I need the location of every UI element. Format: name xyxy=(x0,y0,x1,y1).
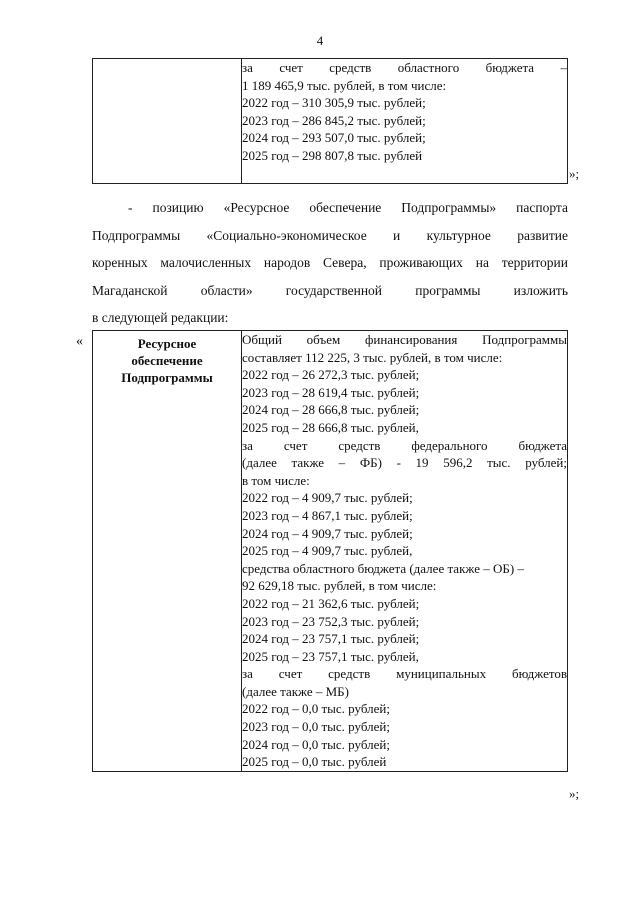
paragraph-line: Магаданской области» государственной программы изложить xyxy=(92,282,568,298)
text-line: 2022 год – 26 272,3 тыс. рублей; xyxy=(242,367,420,383)
text-line: за счет средств муниципальных бюджетов xyxy=(242,666,567,682)
page-number: 4 xyxy=(316,33,324,48)
table2-closing-quote: »; xyxy=(569,786,580,801)
text-line: 2024 год – 23 757,1 тыс. рублей; xyxy=(242,631,420,647)
instruction-paragraph xyxy=(92,194,568,332)
text-line: 92 629,18 тыс. рублей, в том числе: xyxy=(242,578,437,594)
text-line: (далее также – ФБ) - 19 596,2 тыс. рублей; xyxy=(242,455,567,471)
text-line: (далее также – МБ) xyxy=(242,683,349,699)
paragraph-line: - позицию «Ресурсное обеспечение Подпрограммы» паспорта xyxy=(128,200,568,215)
table1-right-cell xyxy=(242,59,568,184)
text-line: за счет средств областного бюджета – xyxy=(242,60,567,75)
text-line: 2025 год – 298 807,8 тыс. рублей xyxy=(242,147,423,163)
text-line: 2023 год – 286 845,2 тыс. рублей; xyxy=(242,112,426,128)
paragraph-line: коренных малочисленных народов Севера, проживающих на территории xyxy=(92,255,568,270)
text-line: за счет средств федерального бюджета xyxy=(242,437,567,453)
text-line: 2023 год – 4 867,1 тыс. рублей; xyxy=(242,507,413,523)
text-line: 2025 год – 4 909,7 тыс. рублей, xyxy=(242,543,413,559)
text-line: составляет 112 225, 3 тыс. рублей, в том числе: xyxy=(242,349,503,365)
table1-closing-quote: »; xyxy=(569,166,580,181)
table1-lines xyxy=(242,59,567,165)
text-line: 2023 год – 0,0 тыс. рублей; xyxy=(242,719,390,735)
paragraph-line: в следующей редакции: xyxy=(92,310,229,325)
paragraph-line: Подпрограммы «Социально-экономическое и культурное развитие xyxy=(92,227,568,243)
text-line: 2022 год – 4 909,7 тыс. рублей; xyxy=(242,490,413,506)
text-line: 2024 год – 28 666,8 тыс. рублей; xyxy=(242,402,420,418)
text-line: средства областного бюджета (далее также – ОБ) – xyxy=(242,560,524,576)
text-line: Общий объем финансирования Подпрограммы xyxy=(242,332,567,347)
resource-provision-table xyxy=(92,330,568,772)
text-line: 2024 год – 0,0 тыс. рублей; xyxy=(242,736,390,752)
table2-right-cell xyxy=(242,331,568,772)
text-line: 1 189 465,9 тыс. рублей, в том числе: xyxy=(242,77,447,93)
title-line: обеспечение xyxy=(131,353,203,368)
title-line: Ресурсное xyxy=(137,336,197,351)
table2-lines xyxy=(242,331,567,771)
text-line: 2025 год – 23 757,1 тыс. рублей, xyxy=(242,648,419,664)
text-line: 2022 год – 21 362,6 тыс. рублей; xyxy=(242,595,420,611)
text-line: 2025 год – 28 666,8 тыс. рублей, xyxy=(242,419,419,435)
text-line: 2025 год – 0,0 тыс. рублей xyxy=(242,754,387,770)
table2-opening-quote: « xyxy=(76,334,83,349)
text-line: 2024 год – 4 909,7 тыс. рублей; xyxy=(242,525,413,541)
text-line: 2022 год – 310 305,9 тыс. рублей; xyxy=(242,95,426,111)
title-line: Подпрограммы xyxy=(121,370,213,385)
text-line: 2023 год – 28 619,4 тыс. рублей; xyxy=(242,384,420,400)
budget-table-continued xyxy=(92,58,568,184)
table2-title-cell xyxy=(93,331,242,772)
table1-left-cell xyxy=(93,59,242,184)
text-line: 2022 год – 0,0 тыс. рублей; xyxy=(242,701,390,717)
text-line: 2024 год – 293 507,0 тыс. рублей; xyxy=(242,130,426,146)
text-line: 2023 год – 23 752,3 тыс. рублей; xyxy=(242,613,420,629)
text-line: в том числе: xyxy=(242,472,310,488)
